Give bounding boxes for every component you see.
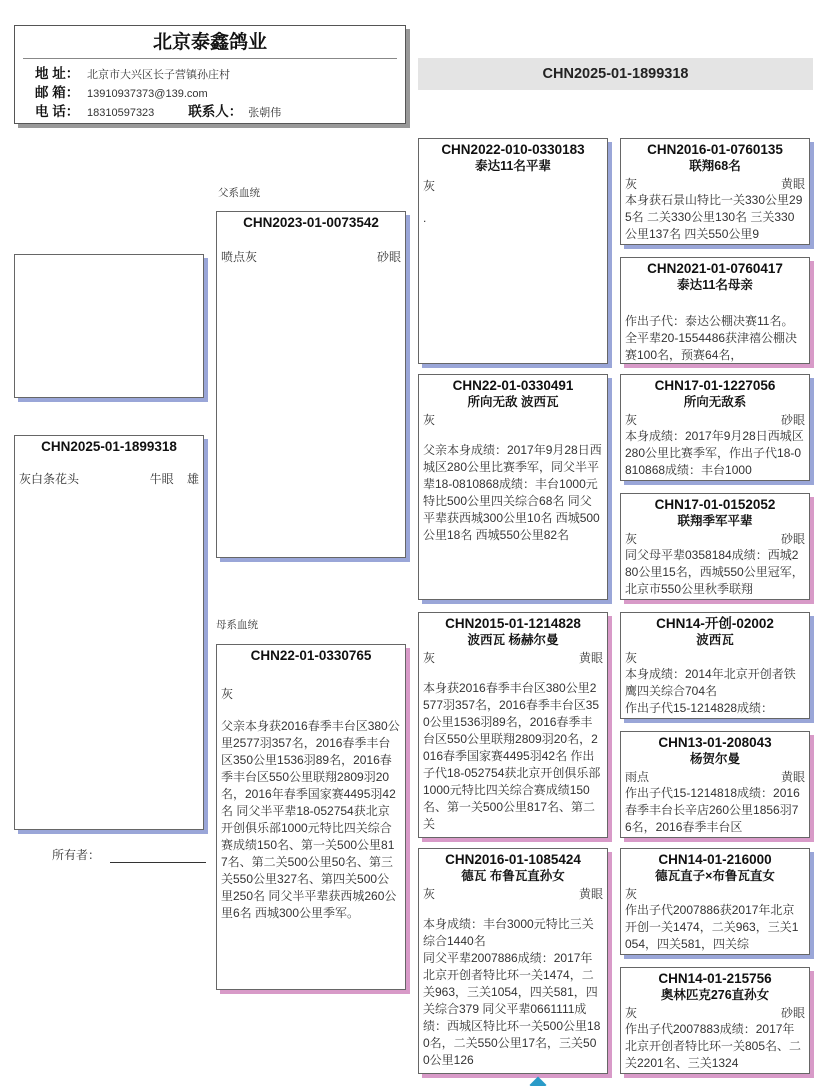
gen4-note: 作出子代：泰达公棚决赛11名。全平辈20-1554486获津禧公棚决赛100名，预赛64名，: [625, 314, 798, 362]
gen4-ring: CHN17-01-0152052: [654, 497, 776, 512]
sire-eye: 砂眼: [376, 250, 401, 264]
owner-field: [52, 846, 206, 863]
gen3-eye: 黄眼: [578, 651, 603, 665]
subject-ring: CHN2025-01-1899318: [41, 439, 177, 454]
gen3-ring: CHN2022-010-0330183: [441, 142, 585, 157]
gen4-card-2: [620, 257, 810, 364]
dam-color: 灰: [221, 687, 234, 701]
gen3-name: 德瓦 布鲁瓦直孙女: [461, 869, 565, 883]
gen3-card-1: [418, 138, 608, 364]
gen4-note: 本身成绩：2017年9月28日西城区280公里比赛季军，作出子代18-0810868成绩：丰台1000: [625, 429, 804, 477]
owner-signature-line: [110, 862, 206, 863]
diamond-icon: [530, 1077, 547, 1086]
breeder-name: 北京泰鑫鸽业: [23, 26, 397, 59]
dam-ring: CHN22-01-0330765: [250, 648, 372, 663]
sire-card: [216, 211, 406, 558]
gen4-eye: 黄眼: [780, 177, 805, 191]
gen4-eye: 砂眼: [780, 1006, 805, 1020]
gen4-note: 本身成绩：2014年北京开创者铁鹰四关综合704名 作出子代15-1214828成绩：: [625, 667, 796, 715]
gen4-name: 联翔季军平辈: [677, 514, 753, 528]
gen4-ring: CHN14-01-215756: [658, 971, 772, 986]
gen4-color: 灰: [625, 651, 638, 665]
subject-eye: 牛眼: [149, 472, 174, 486]
gen3-card-2: [418, 374, 608, 600]
gen4-color: 雨点: [625, 770, 650, 784]
gen4-card-3: [620, 374, 810, 481]
gen3-name: 泰达11名平辈: [475, 159, 551, 173]
gen4-name: 联翔68名: [689, 159, 741, 173]
gen4-card-5: [620, 612, 810, 719]
gen3-note: 本身成绩：丰台3000元特比三关综合1440名 同父平辈2007886成绩：2017年北京开创者特比环一关1474，二关963，三关1054，四关581，四关综合379 同父平辈0661111成绩：西城区特比环一关500公里180名，二关550公里17名，三关500公里126: [423, 917, 601, 1067]
gen4-name: 德瓦直子×布鲁瓦直女: [655, 869, 775, 883]
gen3-color: 灰: [423, 413, 436, 427]
sire-color: 喷点灰: [221, 250, 258, 264]
gen4-note: 同父母平辈0358184成绩：西城280公里15名，西城550公里冠军，北京市550公里秋季联翔: [625, 548, 804, 596]
gen4-card-6: [620, 731, 810, 838]
gen3-note: 父亲本身成绩：2017年9月28日西城区280公里比赛季军，同父半平辈18-0810868成绩：丰台1000元特比500公里四关综合68名 同父平辈获西城300公里10名 西城500公里18名 西城550公里82名: [423, 443, 602, 542]
gen3-note: 本身获2016春季丰台区380公里2577羽357名，2016春季丰台区350公里1536羽89名，2016春季丰台区550公里联翔2809羽20名，2016春季国家赛4495羽42名 作出子代18-052754获北京开创俱乐部1000元特比四关综合赛成绩150名、第一关500公里817名、第二关: [423, 681, 601, 831]
gen4-ring: CHN14-01-216000: [658, 852, 772, 867]
gen3-name: 所向无敌 波西瓦: [467, 395, 559, 409]
owner-label: 所有者：: [52, 848, 101, 862]
gen4-ring: CHN13-01-208043: [658, 735, 772, 750]
gen4-ring: CHN2021-01-0760417: [647, 261, 783, 276]
subject-sex: 雄: [186, 472, 199, 486]
pedigree-banner: CHN2025-01-1899318: [418, 58, 813, 90]
gen3-card-4: [418, 848, 608, 1074]
subject-color: 灰白条花头: [19, 472, 80, 486]
subject-card: [14, 435, 204, 830]
gen4-name: 所向无敌系: [683, 395, 747, 409]
gen4-eye: 砂眼: [780, 532, 805, 546]
email-label: 邮 箱：: [35, 85, 80, 100]
gen4-eye: 砂眼: [780, 413, 805, 427]
gen4-eye: 黄眼: [780, 770, 805, 784]
address-label: 地 址：: [35, 66, 80, 81]
gen4-color: 灰: [625, 177, 638, 191]
gen4-note: 作出子代2007883成绩：2017年北京开创者特比环一关805名、二关2201名、三关1324: [625, 1022, 802, 1070]
contact-label: 联系人：: [188, 104, 243, 119]
gen3-note: .: [423, 211, 427, 225]
pigeon-photo-frame: [14, 254, 204, 398]
gen4-color: 灰: [625, 532, 638, 546]
gen4-note: 本身获石景山特比一关330公里295名 二关330公里130名 三关330公里137名 四关550公里9: [625, 193, 803, 241]
sire-ring: CHN2023-01-0073542: [243, 215, 379, 230]
gen4-name: 泰达11名母亲: [677, 278, 753, 292]
gen3-color: 灰: [423, 179, 436, 193]
gen4-note: 作出子代2007886获2017年北京开创一关1474，二关963，三关1054，四关581，四关综: [625, 903, 799, 951]
gen4-name: 奥林匹克276直孙女: [660, 988, 770, 1002]
gen3-ring: CHN22-01-0330491: [452, 378, 574, 393]
gen4-name: 波西瓦: [696, 633, 734, 647]
email-value: 13910937373@139.com: [87, 88, 208, 100]
gen4-card-8: [620, 967, 810, 1074]
father-line-label: 父系血统: [218, 187, 260, 199]
gen4-card-1: [620, 138, 810, 245]
gen3-color: 灰: [423, 887, 436, 901]
gen3-name: 波西瓦 杨赫尔曼: [467, 633, 559, 647]
gen3-eye: 黄眼: [578, 887, 603, 901]
gen3-ring: CHN2015-01-1214828: [445, 616, 581, 631]
gen4-color: 灰: [625, 887, 638, 901]
gen4-ring: CHN14-开创-02002: [656, 616, 774, 631]
gen4-color: 灰: [625, 1006, 638, 1020]
gen4-name: 杨贺尔曼: [689, 752, 740, 766]
gen4-ring: CHN2016-01-0760135: [647, 142, 783, 157]
gen4-color: 灰: [625, 413, 638, 427]
gen4-card-4: [620, 493, 810, 600]
phone-value: 18310597323: [87, 107, 155, 119]
dam-note: 父亲本身获2016春季丰台区380公里2577羽357名，2016春季丰台区350公里1536羽89名，2016春季丰台区550公里联翔2809羽20名，2016年春季国家赛4495羽42名 同父半平辈18-052754获北京开创俱乐部1000元特比四关综合赛成绩150名、第一关500公里817名、第二关500公里50名、第三关550公里327名、第四关500公里250名 同父半平辈获西城260公里6名 西城300公里季军。: [221, 719, 400, 920]
phone-label: 电 话：: [35, 104, 80, 119]
gen3-color: 灰: [423, 651, 436, 665]
contact-value: 张朝伟: [248, 107, 282, 119]
gen3-card-3: [418, 612, 608, 838]
dam-card: [216, 644, 406, 990]
address-value: 北京市大兴区长子营镇孙庄村: [87, 69, 230, 81]
mother-line-label: 母系血统: [216, 619, 258, 631]
gen4-ring: CHN17-01-1227056: [654, 378, 776, 393]
gen3-ring: CHN2016-01-1085424: [445, 852, 581, 867]
gen4-card-7: [620, 848, 810, 955]
gen4-note: 作出子代15-1214818成绩：2016春季丰台长辛店260公里1856羽76名，2016春季丰台区: [625, 786, 800, 834]
breeder-info-card: [14, 25, 406, 124]
